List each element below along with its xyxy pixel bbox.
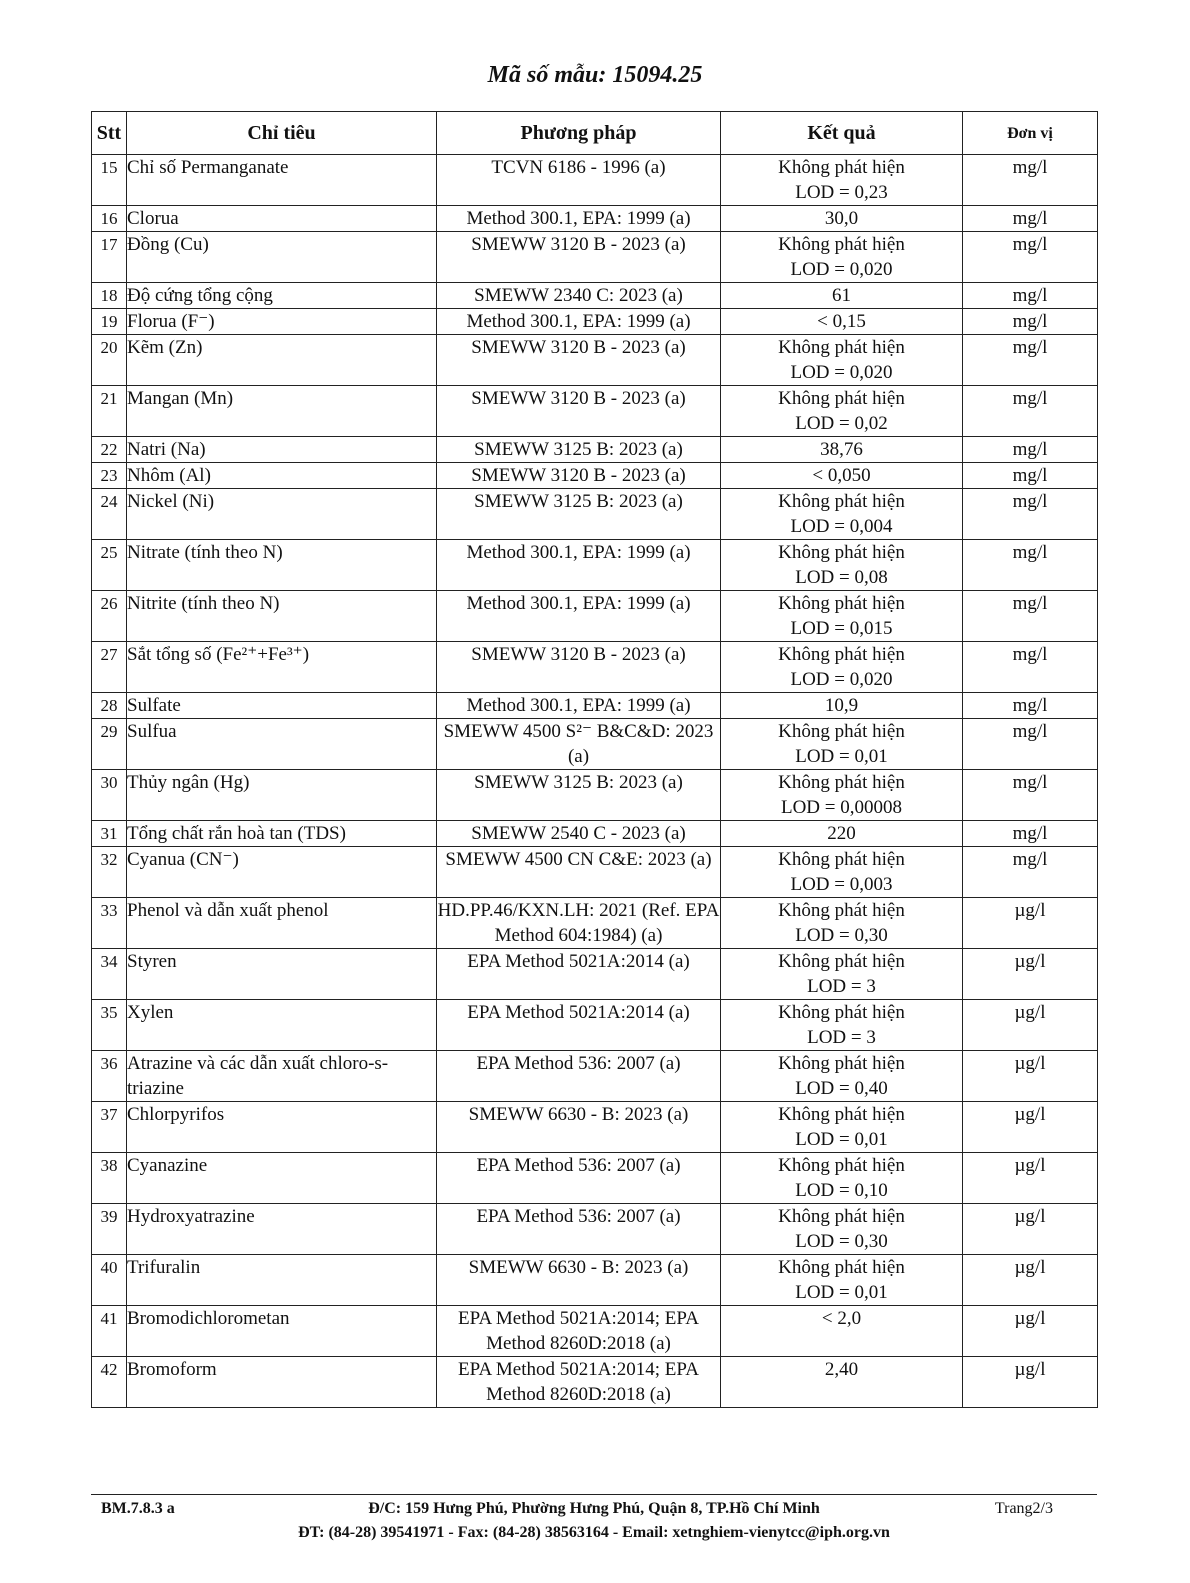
row-number: 22: [92, 437, 127, 463]
result-value: Không phát hiện: [778, 721, 905, 742]
test-method: Method 300.1, EPA: 1999 (a): [437, 693, 721, 719]
result-cell: [721, 232, 963, 283]
table-row: [92, 1000, 1098, 1051]
result-cell: [721, 949, 963, 1000]
lod-value: LOD = 0,40: [795, 1078, 888, 1099]
result-cell: [721, 1102, 963, 1153]
lod-value: LOD = 0,08: [795, 567, 888, 588]
indicator-name: Đồng (Cu): [127, 232, 437, 283]
table-row: [92, 719, 1098, 770]
table-row: [92, 821, 1098, 847]
result-value: Không phát hiện: [778, 1002, 905, 1023]
table-row: [92, 335, 1098, 386]
unit-value: µg/l: [963, 1357, 1098, 1408]
test-method: EPA Method 5021A:2014; EPA Method 8260D:2018 (a): [437, 1306, 721, 1357]
indicator-name: Clorua: [127, 206, 437, 232]
table-row: [92, 1051, 1098, 1102]
result-cell: [721, 591, 963, 642]
indicator-name: Bromodichlorometan: [127, 1306, 437, 1357]
unit-value: µg/l: [963, 1204, 1098, 1255]
table-row: [92, 540, 1098, 591]
indicator-name: Nitrate (tính theo N): [127, 540, 437, 591]
result-cell: [721, 821, 963, 847]
row-number: 29: [92, 719, 127, 770]
indicator-name: Độ cứng tổng cộng: [127, 283, 437, 309]
table-row: [92, 155, 1098, 206]
row-number: 25: [92, 540, 127, 591]
row-number: 15: [92, 155, 127, 206]
row-number: 35: [92, 1000, 127, 1051]
indicator-name: Xylen: [127, 1000, 437, 1051]
lod-value: LOD = 0,30: [795, 1231, 888, 1252]
result-value: Không phát hiện: [778, 491, 905, 512]
row-number: 39: [92, 1204, 127, 1255]
test-method: SMEWW 3125 B: 2023 (a): [437, 489, 721, 540]
indicator-name: Florua (F⁻): [127, 309, 437, 335]
row-number: 26: [92, 591, 127, 642]
lod-value: LOD = 0,015: [790, 618, 893, 639]
footer-address: Đ/C: 159 Hưng Phú, Phường Hưng Phú, Quận 8, TP.Hồ Chí Minh: [368, 1500, 820, 1517]
test-method: SMEWW 3120 B - 2023 (a): [437, 386, 721, 437]
result-cell: [721, 1357, 963, 1408]
result-value: Không phát hiện: [778, 1257, 905, 1278]
unit-value: mg/l: [963, 719, 1098, 770]
lod-value: LOD = 0,01: [795, 746, 888, 767]
unit-value: µg/l: [963, 1255, 1098, 1306]
result-cell: [721, 642, 963, 693]
result-cell: [721, 719, 963, 770]
result-cell: [721, 693, 963, 719]
test-method: HD.PP.46/KXN.LH: 2021 (Ref. EPA Method 604:1984) (a): [437, 898, 721, 949]
unit-value: mg/l: [963, 335, 1098, 386]
lod-value: LOD = 0,23: [795, 182, 888, 203]
indicator-name: Cyanazine: [127, 1153, 437, 1204]
header-method: Phương pháp: [437, 112, 721, 155]
test-method: Method 300.1, EPA: 1999 (a): [437, 309, 721, 335]
row-number: 27: [92, 642, 127, 693]
row-number: 40: [92, 1255, 127, 1306]
test-method: SMEWW 4500 CN C&E: 2023 (a): [437, 847, 721, 898]
lod-value: LOD = 0,01: [795, 1129, 888, 1150]
test-method: Method 300.1, EPA: 1999 (a): [437, 591, 721, 642]
form-code: BM.7.8.3 a: [101, 1500, 175, 1517]
unit-value: mg/l: [963, 206, 1098, 232]
table-row: [92, 206, 1098, 232]
indicator-name: Phenol và dẫn xuất phenol: [127, 898, 437, 949]
result-cell: [721, 463, 963, 489]
table-row: [92, 770, 1098, 821]
result-value: Không phát hiện: [778, 1206, 905, 1227]
result-value: < 2,0: [821, 1308, 862, 1329]
result-cell: [721, 206, 963, 232]
lod-value: LOD = 0,020: [790, 669, 893, 690]
result-value: 220: [827, 823, 856, 844]
unit-value: µg/l: [963, 1153, 1098, 1204]
result-value: Không phát hiện: [778, 849, 905, 870]
row-number: 16: [92, 206, 127, 232]
row-number: 42: [92, 1357, 127, 1408]
unit-value: µg/l: [963, 1306, 1098, 1357]
result-cell: [721, 386, 963, 437]
test-method: SMEWW 6630 - B: 2023 (a): [437, 1255, 721, 1306]
table-row: [92, 386, 1098, 437]
result-value: 2,40: [824, 1359, 859, 1380]
result-value: < 0,15: [817, 311, 866, 332]
row-number: 30: [92, 770, 127, 821]
result-value: Không phát hiện: [778, 234, 905, 255]
unit-value: µg/l: [963, 1051, 1098, 1102]
indicator-name: Cyanua (CN⁻): [127, 847, 437, 898]
header-result: Kết quả: [721, 112, 963, 155]
result-value: Không phát hiện: [778, 1104, 905, 1125]
table-row: [92, 1102, 1098, 1153]
result-value: Không phát hiện: [778, 644, 905, 665]
result-value: Không phát hiện: [778, 157, 905, 178]
lod-value: LOD = 0,01: [795, 1282, 888, 1303]
result-cell: [721, 283, 963, 309]
indicator-name: Kẽm (Zn): [127, 335, 437, 386]
row-number: 31: [92, 821, 127, 847]
table-row: [92, 898, 1098, 949]
result-value: 10,9: [824, 695, 859, 716]
lod-value: LOD = 0,004: [790, 516, 893, 537]
unit-value: mg/l: [963, 437, 1098, 463]
result-cell: [721, 335, 963, 386]
unit-value: mg/l: [963, 693, 1098, 719]
test-method: EPA Method 536: 2007 (a): [437, 1204, 721, 1255]
row-number: 23: [92, 463, 127, 489]
lod-value: LOD = 0,10: [795, 1180, 888, 1201]
footer-contact: ĐT: (84-28) 39541971 - Fax: (84-28) 38563164 - Email: xetnghiem-vienytcc@iph.org.vn: [298, 1524, 890, 1541]
unit-value: mg/l: [963, 821, 1098, 847]
test-method: SMEWW 3120 B - 2023 (a): [437, 642, 721, 693]
table-row: [92, 283, 1098, 309]
table-row: [92, 1153, 1098, 1204]
unit-value: mg/l: [963, 463, 1098, 489]
row-number: 33: [92, 898, 127, 949]
indicator-name: Atrazine và các dẫn xuất chloro-s-triazine: [127, 1051, 437, 1102]
test-method: TCVN 6186 - 1996 (a): [437, 155, 721, 206]
table-row: [92, 591, 1098, 642]
header-stt: Stt: [92, 112, 127, 155]
header-unit: Đơn vị: [963, 112, 1098, 155]
row-number: 34: [92, 949, 127, 1000]
row-number: 20: [92, 335, 127, 386]
result-value: Không phát hiện: [778, 593, 905, 614]
test-method: EPA Method 5021A:2014 (a): [437, 949, 721, 1000]
indicator-name: Natri (Na): [127, 437, 437, 463]
table-row: [92, 1357, 1098, 1408]
indicator-name: Bromoform: [127, 1357, 437, 1408]
result-value: 30,0: [824, 208, 859, 229]
row-number: 37: [92, 1102, 127, 1153]
indicator-name: Chỉ số Permanganate: [127, 155, 437, 206]
row-number: 18: [92, 283, 127, 309]
result-cell: [721, 1306, 963, 1357]
page-footer: [91, 1494, 1097, 1541]
lod-value: LOD = 3: [807, 976, 876, 997]
indicator-name: Nickel (Ni): [127, 489, 437, 540]
results-table: [91, 111, 1098, 1408]
unit-value: mg/l: [963, 540, 1098, 591]
row-number: 21: [92, 386, 127, 437]
table-body: [92, 155, 1098, 1408]
table-row: [92, 463, 1098, 489]
indicator-name: Styren: [127, 949, 437, 1000]
lod-value: LOD = 0,003: [790, 874, 893, 895]
result-cell: [721, 540, 963, 591]
unit-value: µg/l: [963, 1102, 1098, 1153]
test-method: SMEWW 6630 - B: 2023 (a): [437, 1102, 721, 1153]
lod-value: LOD = 0,30: [795, 925, 888, 946]
row-number: 17: [92, 232, 127, 283]
unit-value: mg/l: [963, 155, 1098, 206]
result-value: Không phát hiện: [778, 772, 905, 793]
result-cell: [721, 309, 963, 335]
indicator-name: Tổng chất rắn hoà tan (TDS): [127, 821, 437, 847]
row-number: 19: [92, 309, 127, 335]
indicator-name: Trifuralin: [127, 1255, 437, 1306]
result-value: Không phát hiện: [778, 900, 905, 921]
sample-code-title: Mã số mẫu: 15094.25: [487, 62, 703, 88]
lod-value: LOD = 0,02: [795, 413, 888, 434]
table-row: [92, 1255, 1098, 1306]
result-value: Không phát hiện: [778, 1053, 905, 1074]
result-value: < 0,050: [812, 465, 871, 486]
table-row: [92, 1306, 1098, 1357]
unit-value: mg/l: [963, 591, 1098, 642]
page-number: Trang2/3: [994, 1500, 1053, 1517]
indicator-name: Chlorpyrifos: [127, 1102, 437, 1153]
row-number: 28: [92, 693, 127, 719]
unit-value: mg/l: [963, 770, 1098, 821]
result-value: 38,76: [820, 439, 863, 460]
indicator-name: Sulfua: [127, 719, 437, 770]
result-value: Không phát hiện: [778, 337, 905, 358]
table-row: [92, 437, 1098, 463]
unit-value: mg/l: [963, 489, 1098, 540]
result-cell: [721, 898, 963, 949]
indicator-name: Nhôm (Al): [127, 463, 437, 489]
test-method: SMEWW 4500 S²⁻ B&C&D: 2023 (a): [437, 719, 721, 770]
indicator-name: Nitrite (tính theo N): [127, 591, 437, 642]
result-cell: [721, 489, 963, 540]
test-method: EPA Method 536: 2007 (a): [437, 1051, 721, 1102]
test-method: SMEWW 3120 B - 2023 (a): [437, 463, 721, 489]
table-row: [92, 489, 1098, 540]
test-method: SMEWW 3120 B - 2023 (a): [437, 335, 721, 386]
table-row: [92, 949, 1098, 1000]
header-indicator: Chỉ tiêu: [127, 112, 437, 155]
table-row: [92, 847, 1098, 898]
test-method: Method 300.1, EPA: 1999 (a): [437, 206, 721, 232]
result-value: Không phát hiện: [778, 1155, 905, 1176]
unit-value: µg/l: [963, 949, 1098, 1000]
row-number: 24: [92, 489, 127, 540]
unit-value: mg/l: [963, 283, 1098, 309]
result-value: Không phát hiện: [778, 951, 905, 972]
result-cell: [721, 1000, 963, 1051]
result-value: 61: [832, 285, 851, 306]
test-method: SMEWW 3120 B - 2023 (a): [437, 232, 721, 283]
test-method: Method 300.1, EPA: 1999 (a): [437, 540, 721, 591]
table-header-row: [92, 112, 1098, 155]
unit-value: mg/l: [963, 232, 1098, 283]
test-method: SMEWW 2340 C: 2023 (a): [437, 283, 721, 309]
result-value: Không phát hiện: [778, 542, 905, 563]
unit-value: mg/l: [963, 847, 1098, 898]
result-cell: [721, 155, 963, 206]
unit-value: mg/l: [963, 309, 1098, 335]
test-method: EPA Method 5021A:2014 (a): [437, 1000, 721, 1051]
result-cell: [721, 437, 963, 463]
lod-value: LOD = 0,020: [790, 259, 893, 280]
result-cell: [721, 1204, 963, 1255]
lod-value: LOD = 3: [807, 1027, 876, 1048]
indicator-name: Hydroxyatrazine: [127, 1204, 437, 1255]
test-method: EPA Method 5021A:2014; EPA Method 8260D:2018 (a): [437, 1357, 721, 1408]
result-cell: [721, 770, 963, 821]
table-row: [92, 642, 1098, 693]
table-row: [92, 309, 1098, 335]
unit-value: mg/l: [963, 386, 1098, 437]
row-number: 32: [92, 847, 127, 898]
indicator-name: Sulfate: [127, 693, 437, 719]
lod-value: LOD = 0,020: [790, 362, 893, 383]
row-number: 41: [92, 1306, 127, 1357]
result-cell: [721, 1153, 963, 1204]
lod-value: LOD = 0,00008: [780, 797, 902, 818]
table-row: [92, 232, 1098, 283]
table-row: [92, 1204, 1098, 1255]
unit-value: µg/l: [963, 1000, 1098, 1051]
unit-value: µg/l: [963, 898, 1098, 949]
result-value: Không phát hiện: [778, 388, 905, 409]
test-method: SMEWW 3125 B: 2023 (a): [437, 770, 721, 821]
result-cell: [721, 847, 963, 898]
indicator-name: Mangan (Mn): [127, 386, 437, 437]
test-method: SMEWW 2540 C - 2023 (a): [437, 821, 721, 847]
indicator-name: Thủy ngân (Hg): [127, 770, 437, 821]
indicator-name: Sắt tổng số (Fe²⁺+Fe³⁺): [127, 642, 437, 693]
row-number: 36: [92, 1051, 127, 1102]
table-row: [92, 693, 1098, 719]
test-method: EPA Method 536: 2007 (a): [437, 1153, 721, 1204]
row-number: 38: [92, 1153, 127, 1204]
unit-value: mg/l: [963, 642, 1098, 693]
result-cell: [721, 1255, 963, 1306]
test-method: SMEWW 3125 B: 2023 (a): [437, 437, 721, 463]
result-cell: [721, 1051, 963, 1102]
